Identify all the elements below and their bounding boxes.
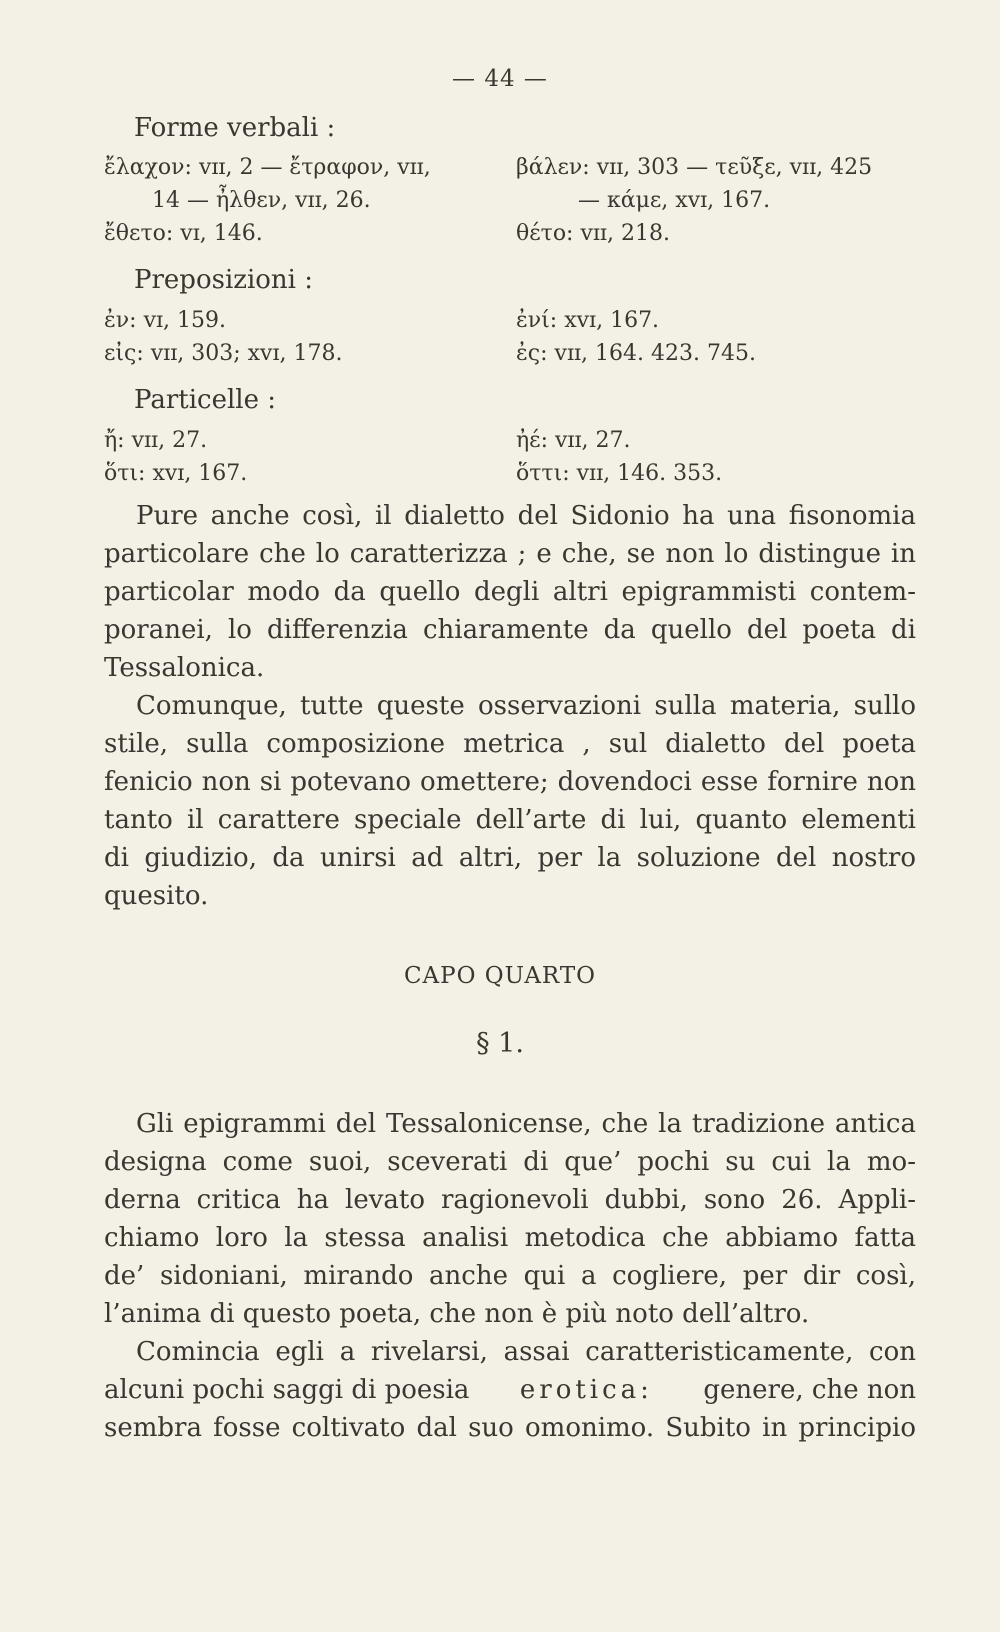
particle-right-1: ἠέ: ᴠɪɪ, 27. bbox=[516, 428, 631, 453]
verbal-form-right-3: θέτο: ᴠɪɪ, 218. bbox=[516, 221, 670, 246]
paragraph-4-line-2 bbox=[104, 1374, 916, 1406]
particle-left-2: ὅτι: xᴠɪ, 167. bbox=[104, 461, 248, 486]
paragraph-1-line-2: particolare che lo caratterizza ; e che, se non lo distingue in bbox=[104, 539, 916, 569]
verbal-form-right-1: βάλεν: ᴠɪɪ, 303 — τεῦξε, ᴠɪɪ, 425 bbox=[516, 155, 873, 180]
paragraph-4-line-3: sembra fosse coltivato dal suo omonimo. Subito in principio bbox=[104, 1413, 916, 1443]
verbal-form-left-1: ἔλαχον: ᴠɪɪ, 2 — ἔτραφον, ᴠɪɪ, bbox=[104, 155, 431, 180]
paragraph-3-line-6: l’anima di questo poeta, che non è più noto dell’altro. bbox=[104, 1299, 810, 1329]
paragraph-3-line-5: de’ sidoniani, mirando anche qui a cogliere, per dir così, bbox=[104, 1261, 916, 1291]
preposition-right-1: ἐνί: xᴠɪ, 167. bbox=[516, 308, 660, 333]
particle-right-2: ὅττι: ᴠɪɪ, 146. 353. bbox=[516, 461, 723, 486]
chapter-title: CAPO QUARTO bbox=[403, 963, 597, 989]
paragraph-3-line-1: Gli epigrammi del Tessalonicense, che la tradizione antica bbox=[136, 1109, 916, 1139]
paragraph-2-line-5: di giudizio, da unirsi ad altri, per la soluzione del nostro bbox=[104, 843, 916, 873]
paragraph-1-line-1: Pure anche così, il dialetto del Sidonio ha una fisonomia bbox=[136, 501, 916, 531]
paragraph-3-line-3: derna critica ha levato ragionevoli dubbi, sono 26. Appli- bbox=[104, 1185, 916, 1215]
emphasized-word-erotica: erotica: bbox=[519, 1375, 653, 1405]
paragraph-2-line-1: Comunque, tutte queste osservazioni sulla materia, sullo bbox=[136, 691, 916, 721]
verbal-form-left-3: ἔθετο: ᴠɪ, 146. bbox=[104, 221, 263, 246]
page-number: — 44 — bbox=[452, 66, 548, 92]
section-mark: § 1. bbox=[476, 1028, 524, 1059]
paragraph-1-line-4: poranei, lo differenzia chiaramente da quello del poeta di bbox=[104, 615, 916, 645]
verbal-form-left-2: 14 — ἦλθεν, ᴠɪɪ, 26. bbox=[152, 188, 371, 213]
paragraph-2-line-6: quesito. bbox=[104, 881, 209, 911]
preposition-right-2: ἐς: ᴠɪɪ, 164. 423. 745. bbox=[516, 341, 756, 366]
paragraph-1-line-3: particolar modo da quello degli altri epigrammisti contem- bbox=[104, 577, 916, 607]
paragraph-2-line-2: stile, sulla composizione metrica , sul dialetto del poeta bbox=[104, 729, 916, 759]
section-heading-verbal-forms: Forme verbali : bbox=[134, 113, 336, 143]
paragraph-2-line-4: tanto il carattere speciale dell’arte di lui, quanto elementi bbox=[104, 805, 916, 835]
paragraph-4-line-2-end: genere, che non bbox=[703, 1375, 916, 1405]
particle-left-1: ἤ: ᴠɪɪ, 27. bbox=[104, 428, 208, 453]
paragraph-3-line-2: designa come suoi, sceverati di que’ pochi su cui la mo- bbox=[104, 1147, 916, 1177]
section-heading-particles: Particelle : bbox=[134, 385, 277, 415]
paragraph-1-line-5: Tessalonica. bbox=[104, 653, 265, 683]
paragraph-4-line-2-start: alcuni pochi saggi di poesia bbox=[104, 1375, 470, 1405]
paragraph-2-line-3: fenicio non si potevano omettere; dovendoci esse fornire non bbox=[104, 767, 916, 797]
preposition-left-2: εἰς: ᴠɪɪ, 303; xᴠɪ, 178. bbox=[104, 341, 343, 366]
paragraph-4-line-1: Comincia egli a rivelarsi, assai caratteristicamente, con bbox=[136, 1337, 916, 1367]
section-heading-prepositions: Preposizioni : bbox=[134, 265, 314, 295]
verbal-form-right-2: — κάμε, xᴠɪ, 167. bbox=[578, 188, 771, 213]
preposition-left-1: ἐν: ᴠɪ, 159. bbox=[104, 308, 227, 333]
paragraph-3-line-4: chiamo loro la stessa analisi metodica che abbiamo fatta bbox=[104, 1223, 916, 1253]
